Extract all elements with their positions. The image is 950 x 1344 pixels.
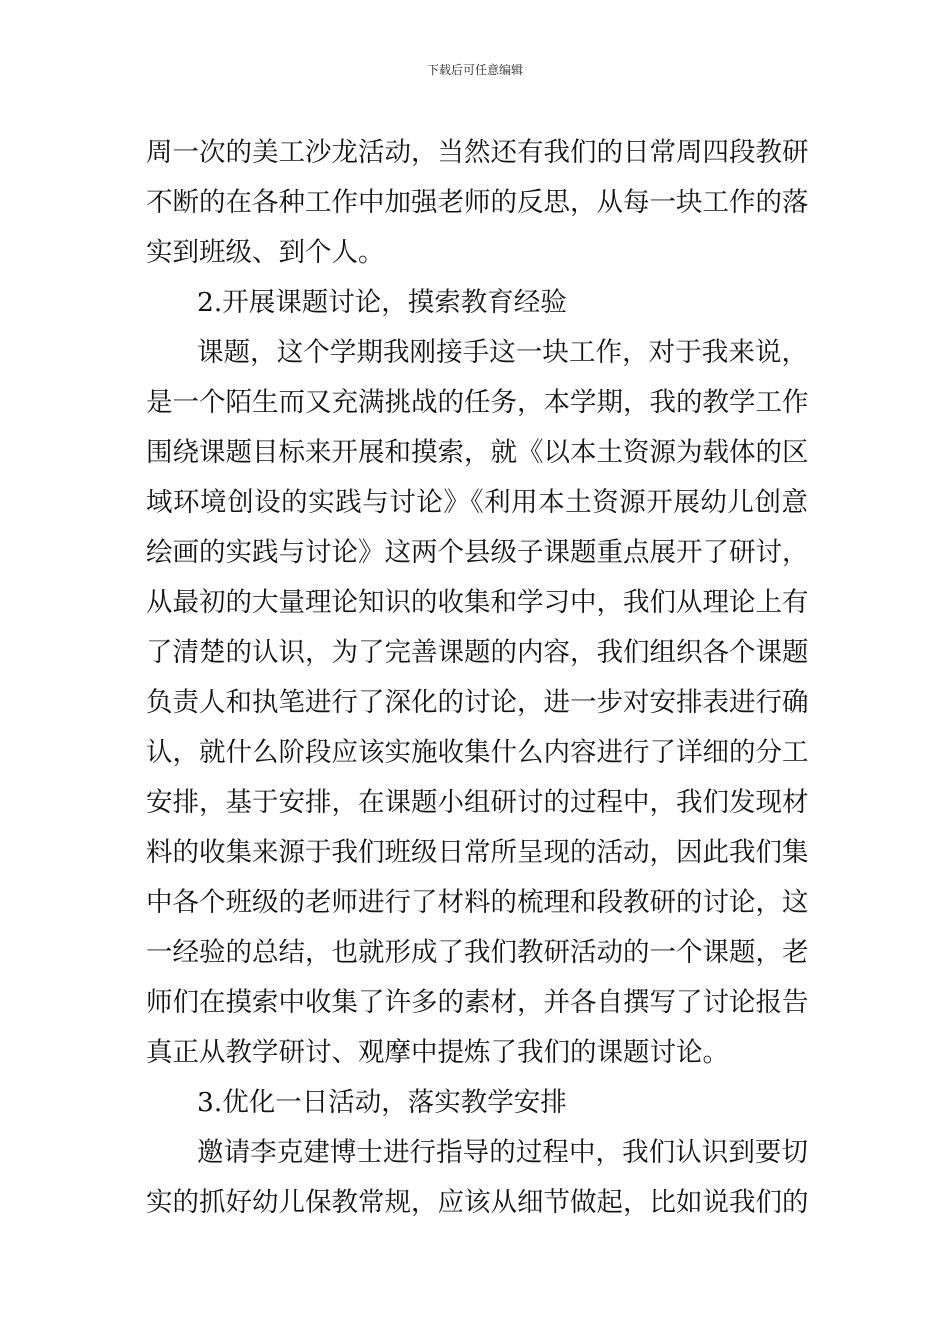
document-body [146, 128, 808, 1228]
text-line: 邀请李克建博士进行指导的过程中，我们认识到要切 [197, 1137, 808, 1168]
text-line: 师们在摸索中收集了许多的素材，并各自撰写了讨论报告 [146, 987, 808, 1018]
text-line: 绘画的实践与讨论》这两个县级子课题重点展开了研讨， [146, 537, 808, 568]
text-line: 是一个陌生而又充满挑战的任务，本学期，我的教学工作 [146, 387, 808, 418]
text-line: 了清楚的认识，为了完善课题的内容，我们组织各个课题 [146, 637, 808, 668]
text-line: 不断的在各种工作中加强老师的反思，从每一块工作的落 [146, 187, 808, 218]
text-line: 实到班级、到个人。 [146, 237, 385, 268]
text-line: 域环境创设的实践与讨论》《利用本土资源开展幼儿创意 [146, 487, 808, 518]
section-heading: 3.优化一日活动，落实教学安排 [197, 1087, 567, 1118]
text-line: 真正从教学研讨、观摩中提炼了我们的课题讨论。 [146, 1037, 729, 1068]
text-line: 课题，这个学期我刚接手这一块工作，对于我来说， [197, 337, 808, 368]
text-line: 安排，基于安排，在课题小组研讨的过程中，我们发现材 [146, 787, 808, 818]
text-line: 周一次的美工沙龙活动，当然还有我们的日常周四段教研 [146, 137, 808, 168]
text-line: 中各个班级的老师进行了材料的梳理和段教研的讨论，这 [146, 887, 808, 918]
page-header: 下载后可任意编辑 [426, 63, 523, 77]
text-line: 围绕课题目标来开展和摸索，就《以本土资源为载体的区 [146, 437, 808, 468]
text-line: 实的抓好幼儿保教常规，应该从细节做起，比如说我们的 [146, 1187, 808, 1218]
text-line: 负责人和执笔进行了深化的讨论，进一步对安排表进行确 [146, 687, 808, 718]
section-heading: 2.开展课题讨论，摸索教育经验 [197, 287, 567, 318]
text-line: 一经验的总结，也就形成了我们教研活动的一个课题，老 [146, 937, 808, 968]
text-line: 认，就什么阶段应该实施收集什么内容进行了详细的分工 [146, 737, 808, 768]
text-line: 料的收集来源于我们班级日常所呈现的活动，因此我们集 [146, 837, 808, 868]
text-line: 从最初的大量理论知识的收集和学习中，我们从理论上有 [146, 587, 808, 618]
